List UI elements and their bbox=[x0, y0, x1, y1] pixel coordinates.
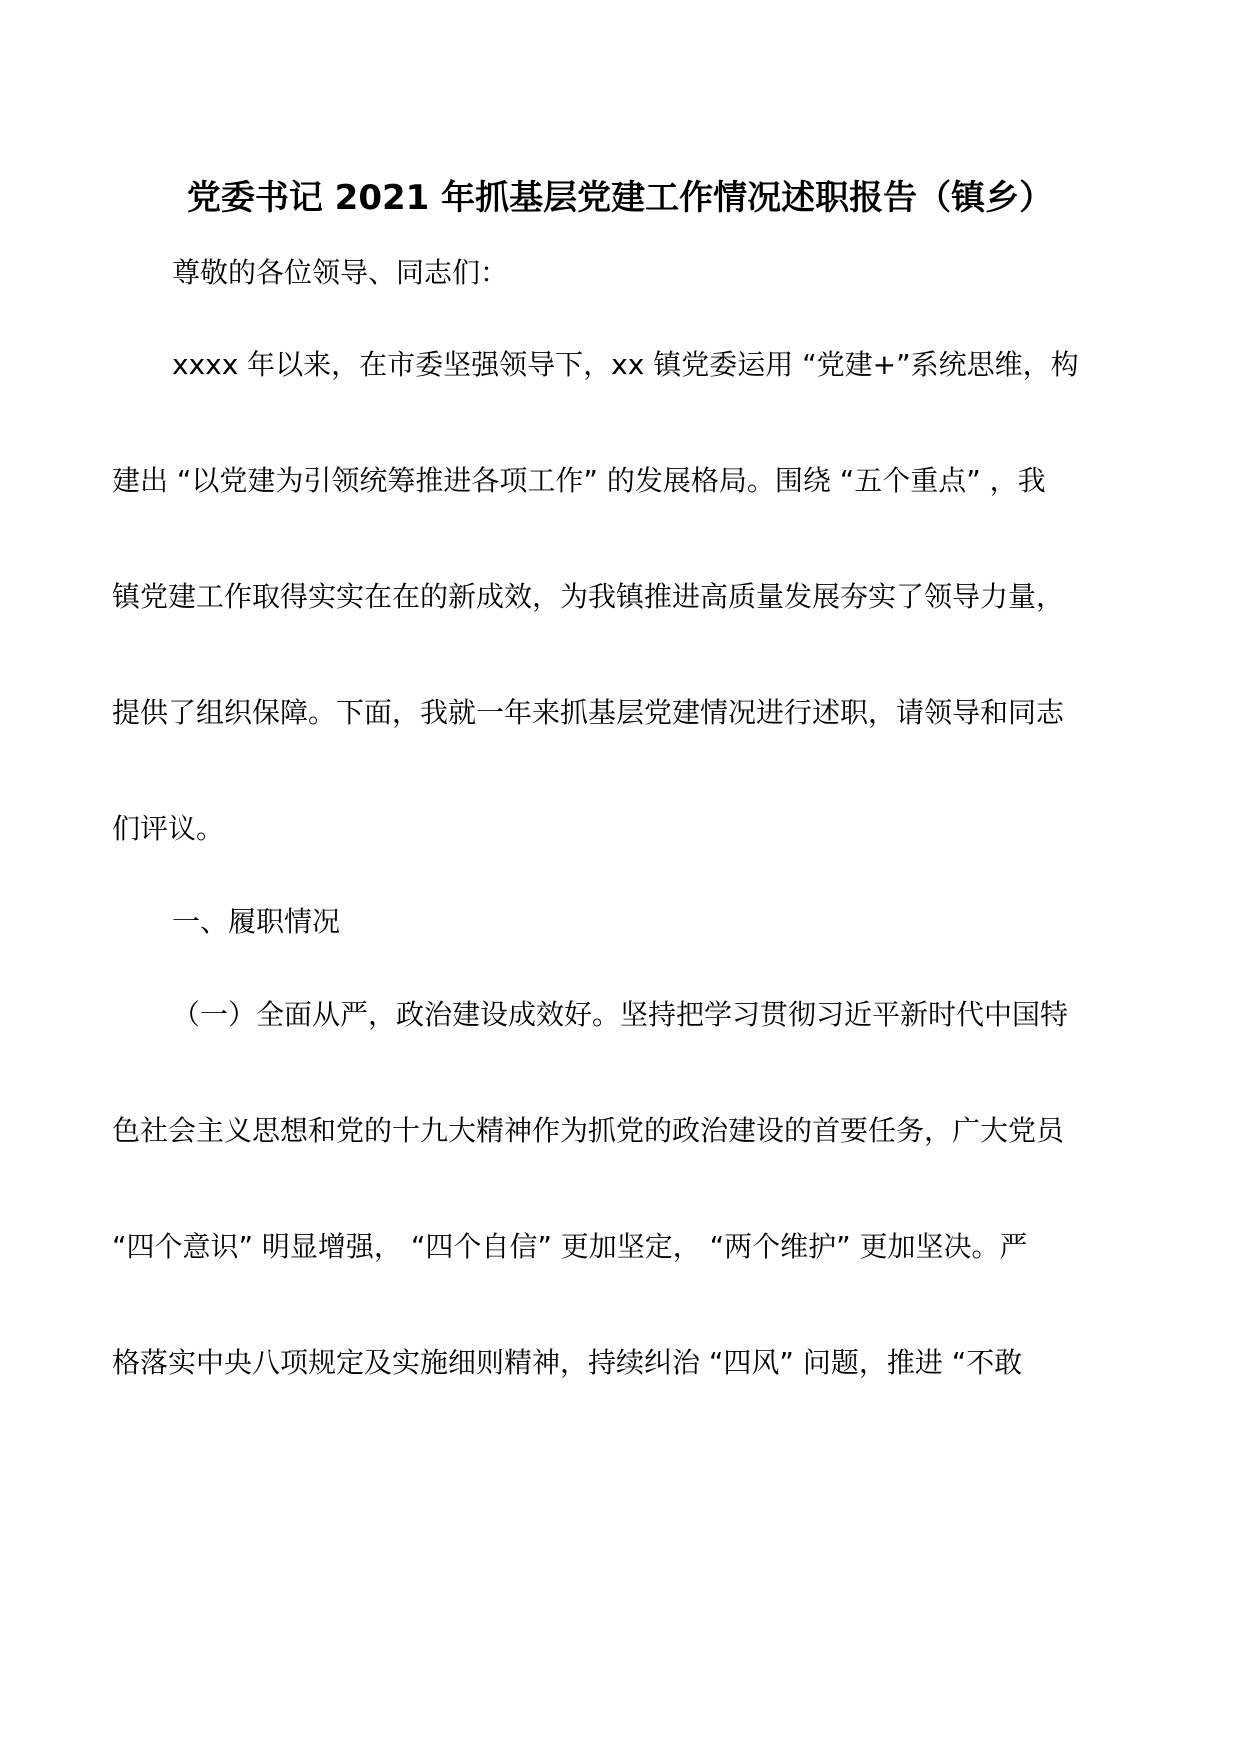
body-line: 色社会主义思想和党的十九大精神作为抓党的政治建设的首要任务，广大党员 bbox=[112, 1114, 1065, 1147]
section-heading: 一、履职情况 bbox=[172, 905, 341, 938]
body-line: 建出 “以党建为引领统筹推进各项工作” 的发展格局。围绕 “五个重点” ，我 bbox=[112, 464, 1046, 497]
body-line: 提供了组织保障。下面，我就一年来抓基层党建情况进行述职，请领导和同志 bbox=[112, 696, 1065, 729]
body-line: “四个意识” 明显增强， “四个自信” 更加坚定， “两个维护” 更加坚决。严 bbox=[112, 1230, 1028, 1263]
body-line: 格落实中央八项规定及实施细则精神，持续纠治 “四风” 问题，推进 “不敢 bbox=[112, 1346, 1023, 1379]
body-line: xxxx 年以来，在市委坚强领导下，xx 镇党委运用 “党建+”系统思维，构 bbox=[172, 348, 1079, 381]
document-title: 党委书记 2021 年抓基层党建工作情况述职报告（镇乡） bbox=[186, 178, 1054, 218]
body-line: 们评议。 bbox=[112, 812, 225, 845]
body-line: （一）全面从严，政治建设成效好。坚持把学习贯彻习近平新时代中国特 bbox=[172, 998, 1069, 1031]
body-line: 镇党建工作取得实实在在的新成效，为我镇推进高质量发展夯实了领导力量， bbox=[112, 580, 1065, 613]
salutation: 尊敬的各位领导、同志们： bbox=[172, 256, 509, 289]
